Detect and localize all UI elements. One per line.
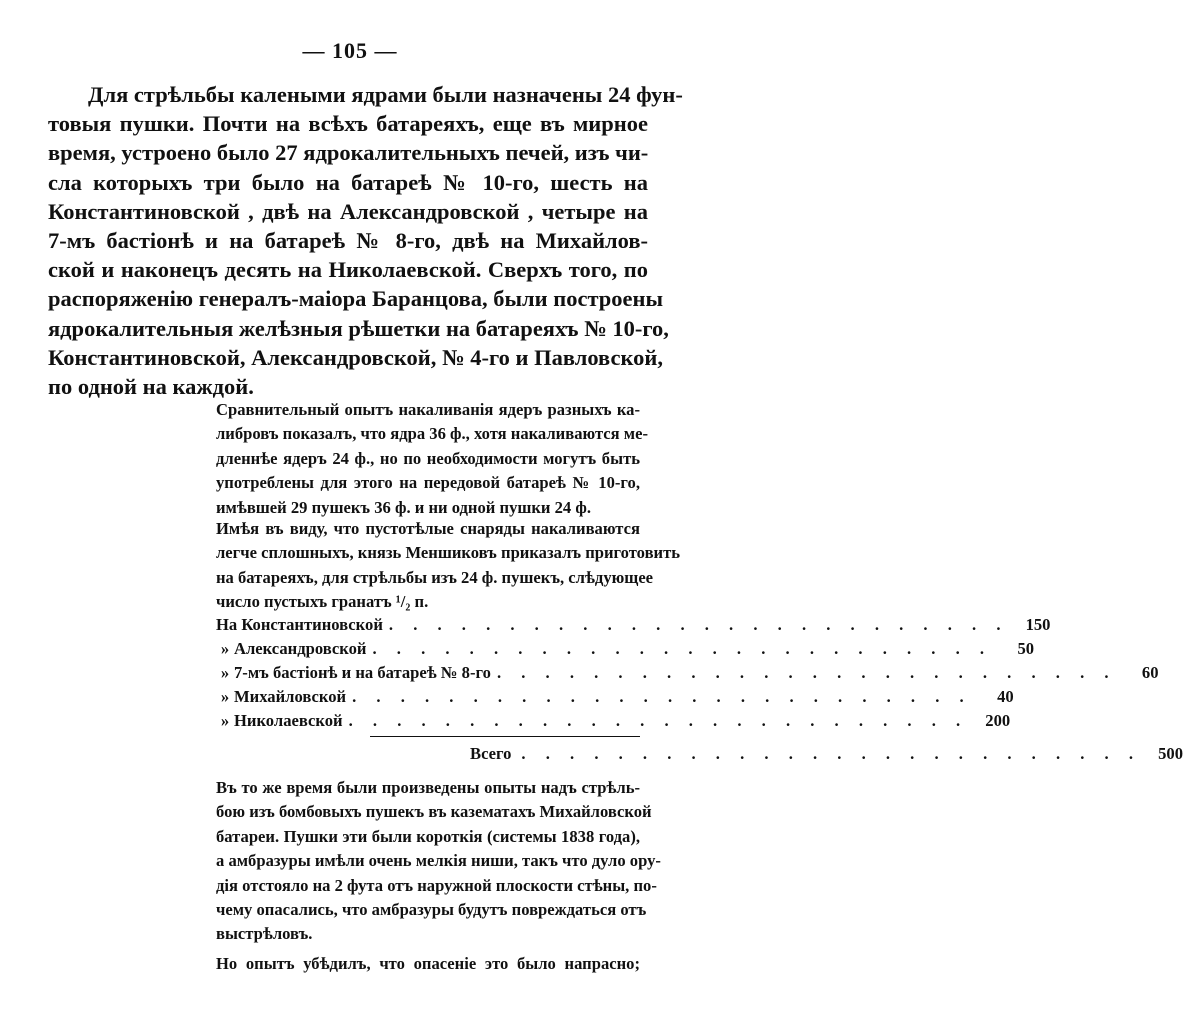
text-line: имѣвшей 29 пушекъ 36 ф. и ни одной пушки 24 ф.: [216, 497, 592, 517]
text-line: распоряженію генералъ-маіора Баранцова, были построены: [48, 286, 664, 312]
battery-name: На Константиновской: [216, 615, 383, 634]
text-line: Имѣя въ виду, что пустотѣлые снаряды накаливаются: [216, 519, 640, 538]
battery-name: 7-мъ бастіонѣ и на батареѣ № 8-го: [234, 663, 491, 682]
ditto-mark: »: [220, 711, 230, 730]
page-number: — 105 —: [302, 38, 398, 63]
leader-dots: . . . . . . . . . . . . . . . . . . . . . . . . . .: [496, 663, 1117, 682]
shell-count: 40: [997, 687, 1014, 706]
text-line: 7-мъ бастіонѣ и на батареѣ № 8-го, двѣ на Михайлов-: [48, 227, 648, 253]
ditto-mark: »: [220, 663, 230, 682]
text-line: Въ то же время были произведены опыты надъ стрѣль-: [216, 778, 640, 797]
battery-name: Александровской: [234, 639, 367, 658]
ditto-mark: »: [220, 639, 230, 658]
leader-dots: . . . . . . . . . . . . . . . . . . . . . . . . . .: [388, 615, 1009, 634]
total-value: 500: [1158, 744, 1183, 763]
table-row: [216, 709, 1011, 733]
text-line: товыя пушки. Почти на всѣхъ батареяхъ, еще въ мирное: [48, 111, 648, 137]
note-paragraph-calibre-test: [216, 398, 648, 520]
shell-count: 50: [1017, 639, 1035, 658]
text-line: дленнѣе ядеръ 24 ф., но по необходимости могутъ быть: [216, 448, 640, 468]
text-line: ской и наконецъ десять на Николаевской. Сверхъ того, по: [48, 257, 648, 283]
battery-name: Николаевской: [234, 711, 343, 730]
text-line: Сравнительный опытъ накаливанія ядеръ разныхъ ка-: [216, 400, 640, 419]
shell-count: 150: [1025, 615, 1051, 634]
leader-dots: . . . . . . . . . . . . . . . . . . . . . . . . . .: [372, 639, 993, 658]
text-line: Константиновской, Александровской, № 4-го и Павловской,: [48, 344, 663, 370]
ditto-mark: »: [220, 687, 230, 706]
text-line: батареи. Пушки эти были короткія (системы 1838 года),: [216, 826, 640, 846]
leader-dots: . . . . . . . . . . . . . . . . . . . . . . . . . .: [521, 744, 1141, 763]
table-row: [216, 685, 1014, 709]
text-line: на батареяхъ, для стрѣльбы изъ 24 ф. пушекъ, слѣдующее: [216, 567, 654, 587]
text-line: Константиновской , двѣ на Александровской , четыре на: [48, 198, 648, 224]
total-row: [470, 744, 1183, 764]
main-paragraph: [48, 80, 683, 401]
text-line: Для стрѣльбы калеными ядрами были назначены 24 фун-: [88, 82, 683, 107]
leader-dots: . . . . . . . . . . . . . . . . . . . . . . . . . .: [348, 711, 969, 730]
text-line: употреблены для этого на передовой батареѣ № 10-го,: [216, 473, 640, 493]
text-line: число пустыхъ гранатъ ¹/₂ п.: [216, 592, 429, 612]
table-row: [216, 613, 1051, 637]
battery-name: Михайловской: [234, 687, 347, 706]
text-line: по одной на каждой.: [48, 373, 254, 399]
text-line: выстрѣловъ.: [216, 924, 313, 944]
text-line: время, устроено было 27 ядрокалительныхъ печей, изъ чи-: [48, 140, 649, 166]
text-line: либровъ показалъ, что ядра 36 ф., хотя накаливаются ме-: [216, 424, 648, 444]
sum-rule-divider: [370, 736, 640, 737]
text-line: Но опытъ убѣдилъ, что опасеніе это было напрасно;: [216, 954, 640, 973]
text-line: а амбразуры имѣли очень мелкія ниши, такъ что дуло ору-: [216, 851, 661, 871]
text-line: дія отстояло на 2 фута отъ наружной плоскости стѣны, по-: [216, 875, 657, 895]
note-paragraph-conclusion: [216, 952, 640, 976]
note-paragraph-hollow-shells: [216, 517, 681, 615]
table-row: [216, 661, 1159, 685]
text-line: бою изъ бомбовыхъ пушекъ въ казематахъ Михайловской: [216, 802, 652, 822]
text-line: легче сплошныхъ, князь Меншиковъ приказалъ приготовить: [216, 543, 681, 563]
total-label: Всего: [470, 744, 512, 763]
note-paragraph-casemate-test: [216, 776, 661, 947]
leader-dots: . . . . . . . . . . . . . . . . . . . . . . . . . .: [352, 687, 972, 706]
text-line: чему опасались, что амбразуры будутъ повреждаться отъ: [216, 899, 647, 919]
shell-distribution-table: [216, 613, 1159, 733]
table-row: [216, 637, 1035, 661]
text-line: ядрокалительныя желѣзныя рѣшетки на батареяхъ № 10-го,: [48, 315, 669, 341]
text-line: сла которыхъ три было на батареѣ № 10-го, шесть на: [48, 169, 648, 195]
shell-count: 200: [985, 711, 1011, 730]
shell-count: 60: [1141, 663, 1159, 682]
